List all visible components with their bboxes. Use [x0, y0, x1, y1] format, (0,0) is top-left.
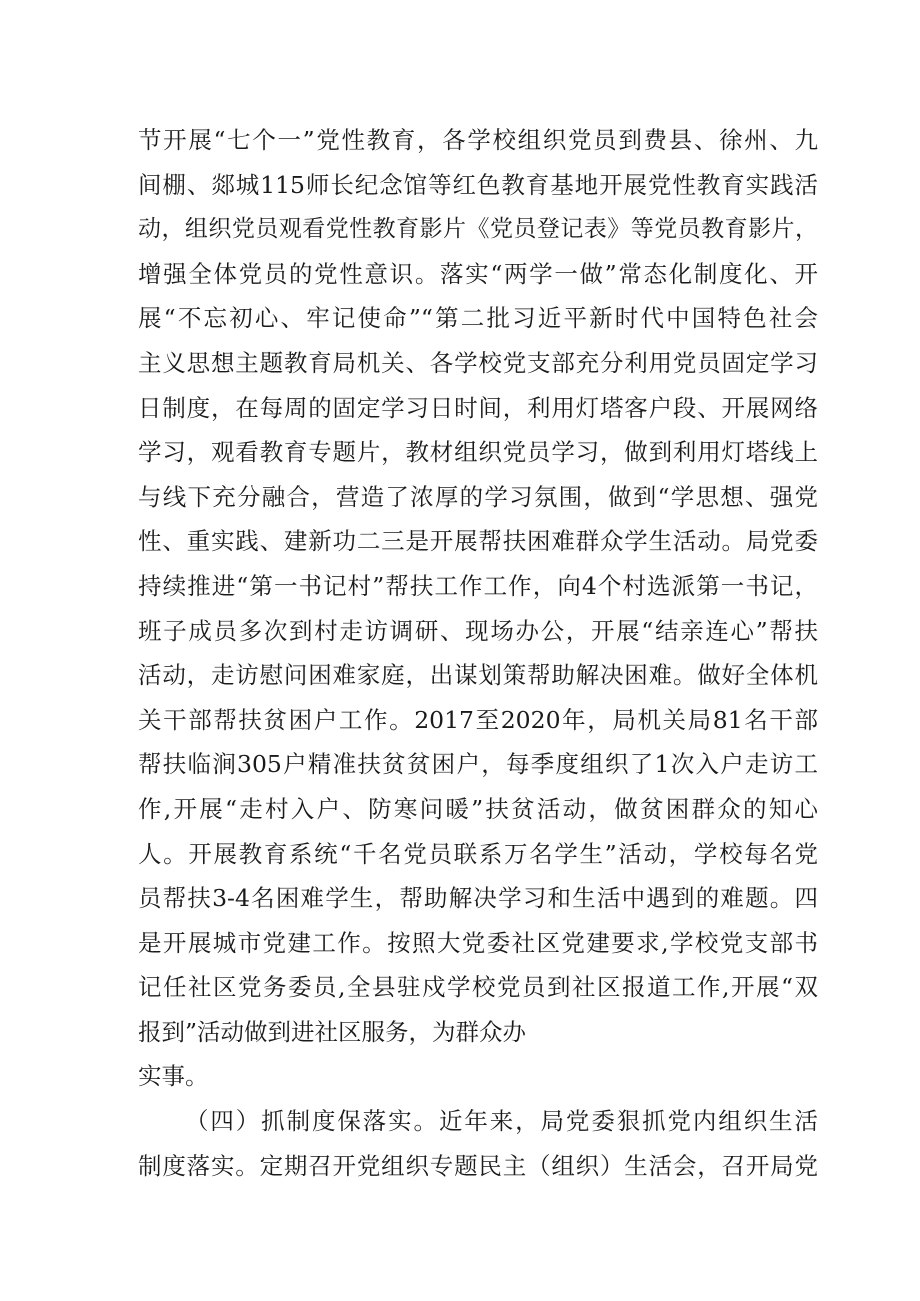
text-line: 性、重实践、建新功二三是开展帮扶困难群众学生活动。局党委: [138, 527, 818, 556]
body-text: [138, 118, 818, 1188]
text-line: 主义思想主题教育局机关、各学校党支部充分利用党员固定学习: [138, 348, 818, 377]
text-line: 节开展“七个一”党性教育，各学校组织党员到费县、徐州、九: [138, 126, 818, 154]
text-line: 作,开展“走村入户、防寒问暖”扶贫活动，做贫困群众的知心: [138, 794, 818, 823]
text-line: 人。开展教育系统“千名党员联系万名学生”活动，学校每名党: [138, 839, 818, 868]
text-line: 增强全体党员的党性意识。落实“两学一做”常态化制度化、开: [138, 259, 818, 288]
text-line: 关干部帮扶贫困户工作。2017至2020年，局机关局81名干部: [138, 705, 818, 734]
text-line: 是开展城市党建工作。按照大党委社区党建要求,学校党支部书: [138, 928, 818, 957]
text-line: 持续推进“第一书记村”帮扶工作工作，向4个村选派第一书记，: [138, 571, 818, 600]
text-line: 班子成员多次到村走访调研、现场办公，开展“结亲连心”帮扶: [138, 616, 818, 645]
text-line: 记任社区党务委员,全县驻戍学校党员到社区报道工作,开展“双: [138, 973, 818, 1002]
text-line: 员帮扶3-4名困难学生，帮助解决学习和生活中遇到的难题。四: [138, 884, 818, 913]
text-line: 实事。: [138, 1062, 209, 1091]
text-line: 活动，走访慰问困难家庭，出谋划策帮助解决困难。做好全体机: [138, 661, 818, 690]
text-line: 动，组织党员观看党性教育影片《党员登记表》等党员教育影片，: [138, 216, 818, 243]
section-heading-line: （四）抓制度保落实。近年来，局党委狠抓党内组织生活: [185, 1107, 818, 1136]
text-line: 与线下充分融合，营造了浓厚的学习氛围，做到“学思想、强党: [138, 482, 818, 511]
text-line: 帮扶临涧305户精准扶贫贫困户，每季度组织了1次入户走访工: [138, 750, 818, 779]
text-line: 制度落实。定期召开党组织专题民主（组织）生活会，召开局党: [138, 1151, 818, 1180]
text-line: 日制度，在每周的固定学习日时间，利用灯塔客户段、开展网络: [138, 393, 818, 422]
text-line: 报到”活动做到进社区服务，为群众办: [138, 1017, 527, 1046]
text-line: 学习，观看教育专题片，教材组织党员学习，做到利用灯塔线上: [138, 438, 818, 467]
text-line: 间棚、郯城115师长纪念馆等红色教育基地开展党性教育实践活: [138, 170, 818, 199]
text-line: 展“不忘初心、牢记使命”“第二批习近平新时代中国特色社会: [138, 304, 818, 333]
